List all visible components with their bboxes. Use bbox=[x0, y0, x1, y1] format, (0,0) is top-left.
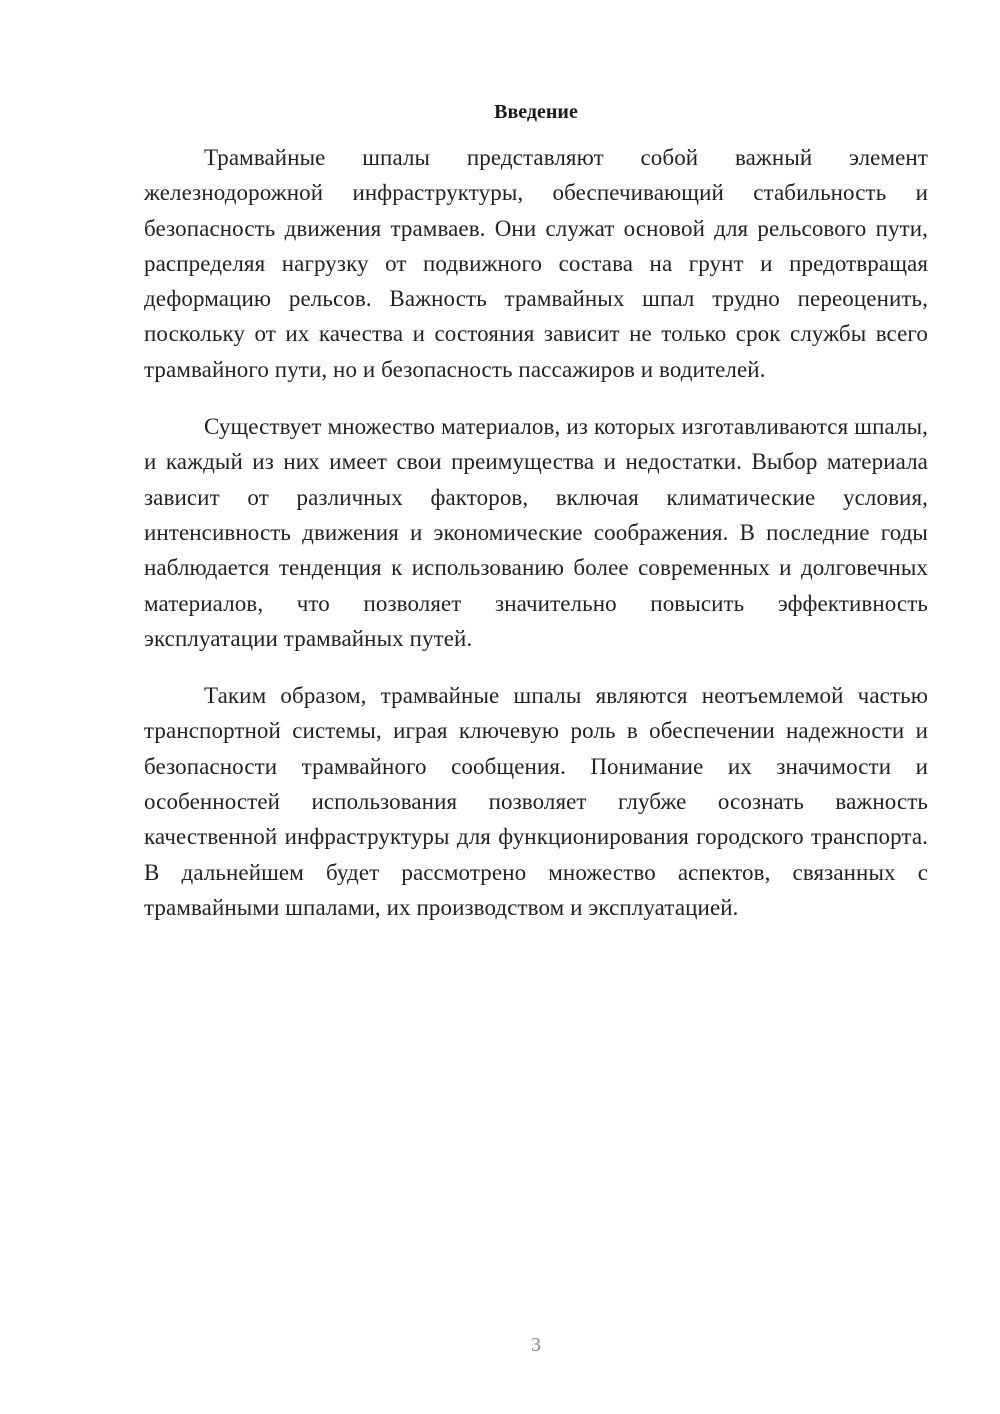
section-heading: Введение bbox=[494, 101, 578, 123]
paragraph-1: Трамвайные шпалы представляют собой важный элемент железнодорожной инфраструктуры, обеспечивающий стабильность и безопасность движения трамваев. Они служат основой для рельсового пути, распределяя нагрузку от подвижного состава на грунт и предотвращая деформацию рельсов. Важность трамвайных шпал трудно переоценить, поскольку от их качества и состояния зависит не только срок службы всего трамвайного пути, но и безопасность пассажиров и водителей. bbox=[144, 145, 928, 382]
page-content bbox=[144, 98, 928, 947]
page-number: 3 bbox=[531, 1334, 541, 1356]
paragraph-3: Таким образом, трамвайные шпалы являются неотъемлемой частью транспортной системы, играя ключевую роль в обеспечении надежности и безопасности трамвайного сообщения. Понимание их значимости и особенностей использования позволяет глубже осознать важность качественной инфраструктуры для функционирования городского транспорта. В дальнейшем будет рассмотрено множество аспектов, связанных с трамвайными шпалами, их производством и эксплуатацией. bbox=[144, 683, 928, 920]
paragraph-2: Существует множество материалов, из которых изготавливаются шпалы, и каждый из них имеет свои преимущества и недостатки. Выбор материала зависит от различных факторов, включая климатические условия, интенсивность движения и экономические соображения. В последние годы наблюдается тенденция к использованию более современных и долговечных материалов, что позволяет значительно повысить эффективность эксплуатации трамвайных путей. bbox=[144, 414, 928, 651]
